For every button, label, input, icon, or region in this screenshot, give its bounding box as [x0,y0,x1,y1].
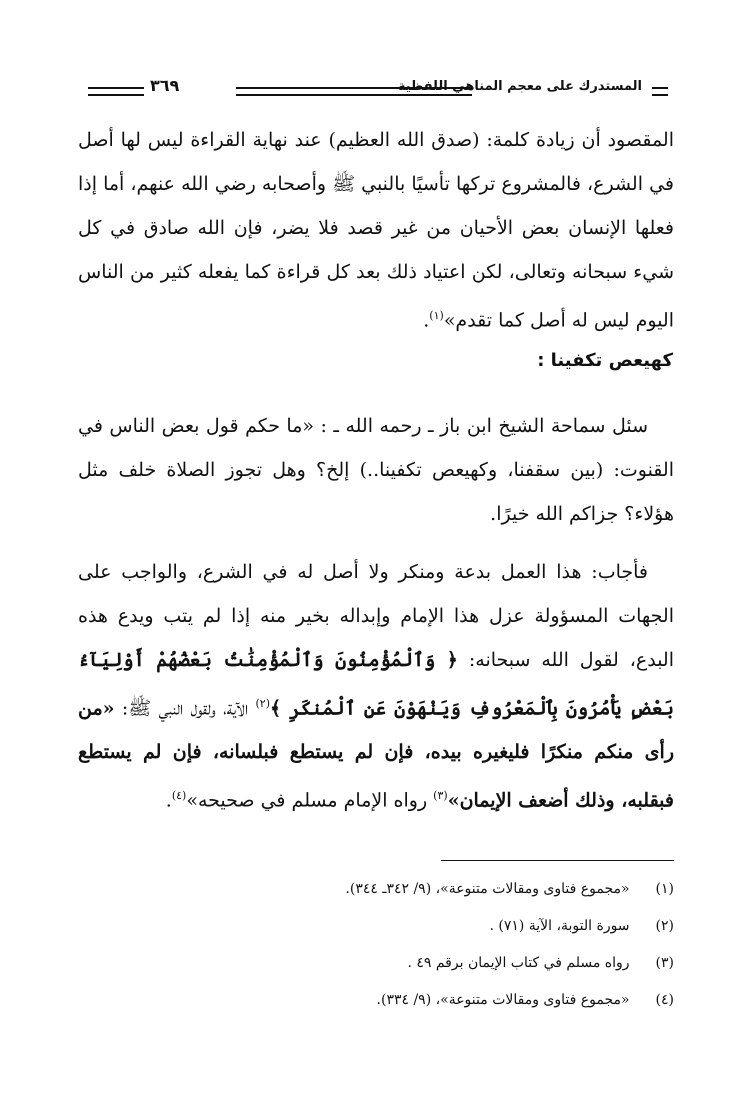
footnote-ref-3: (٣) [433,789,448,803]
footnote-number: (٢) [655,918,674,934]
footnote-ref-4: (٤) [171,789,187,803]
footnote-separator [441,860,674,861]
header-rule-middle [236,87,472,96]
paragraph-1-end: . [423,309,430,332]
paragraph-3-intro: فأجاب: هذا العمل بدعة ومنكر ولا أصل له في الشرع، والواجب على الجهات المسؤولة عزل هذا الإمام وإبداله بخير منه إذا لم يتب ويدع هذه البدع، لقول الله سبحانه: [78,561,674,671]
header-title: المستدرك على معجم المناهي اللفظية [397,79,642,94]
footnote-text: سورة التوبة، الآية (٧١) . [489,918,630,934]
footnote-item [78,987,674,1024]
footnote-ref-2: (٢) [255,697,271,710]
paragraph-3-mid: الآية، ولقول النبي ﷺ: [121,697,249,720]
paragraph-3-end: . [165,789,172,812]
footnotes [78,876,674,1024]
footnote-item [78,950,674,987]
hadith-quote: «من رأى منكم منكرًا فليغيره بيده، فإن لم يستطع فبلسانه، فإن لم يستطع فبقلبه، وذلك أضعف الإيمان» [78,697,674,812]
footnote-text: «مجموع فتاوى ومقالات متنوعة»، (٩/ ٣٣٤). [376,992,630,1008]
paragraph-2 [78,404,674,536]
footnote-item [78,876,674,913]
footnote-number: (١) [655,881,674,897]
quran-verse: ﴿ وَٱلْمُؤْمِنُونَ وَٱلْمُؤْمِنَٰتُ بَعْضُهُمْ أَوْلِيَآءُ بَعْضٍ يَأْمُرُونَ بِٱلْمَعْرُوفِ وَيَنْهَوْنَ عَنِ ٱلْمُنكَرِ ﴾ [78,649,674,720]
running-header [88,76,668,100]
footnote-ref-1: (١) [429,309,444,322]
paragraph-1 [78,118,674,342]
footnote-number: (٤) [655,992,674,1008]
paragraph-1-text: المقصود أن زيادة كلمة: (صدق الله العظيم) عند نهاية القراءة ليس لها أصل في الشرع، فالمشروع تركها تأسيًا بالنبي ﷺ وأصحابه رضي الله عنهم، أما إذا فعلها الإنسان بعض الأحيان من غير قصد فلا يضر، فإن الله صادق في كل شيء سبحانه وتعالى، لكن اعتياد ذلك بعد كل قراءة كما يفعله كثير من الناس اليوم ليس له أصل كما تقدم» [78,129,674,332]
page-number: ٣٦٩ [150,76,180,95]
footnote-number: (٣) [655,955,674,971]
paragraph-3-tail: رواه الإمام مسلم في صحيحه» [186,789,428,812]
paragraph-2-text: سئل سماحة الشيخ ابن باز ـ رحمه الله ـ : «ما حكم قول بعض الناس في القنوت: (بين سقفنا، وكهيعص تكفينا..) إلخ؟ وهل تجوز الصلاة خلف مثل هؤلاء؟ جزاكم الله خيرًا. [78,415,674,525]
footnote-text: «مجموع فتاوى ومقالات متنوعة»، (٩/ ٣٤٢ـ ٣٤٤). [345,881,630,897]
footnote-item [78,913,674,950]
header-rule-left [88,87,144,96]
footnote-text: رواه مسلم في كتاب الإيمان برقم ٤٩ . [407,955,630,971]
header-rule-right [652,87,668,96]
paragraph-3 [78,550,674,823]
section-heading: كهيعص تكفينا : [537,350,673,371]
